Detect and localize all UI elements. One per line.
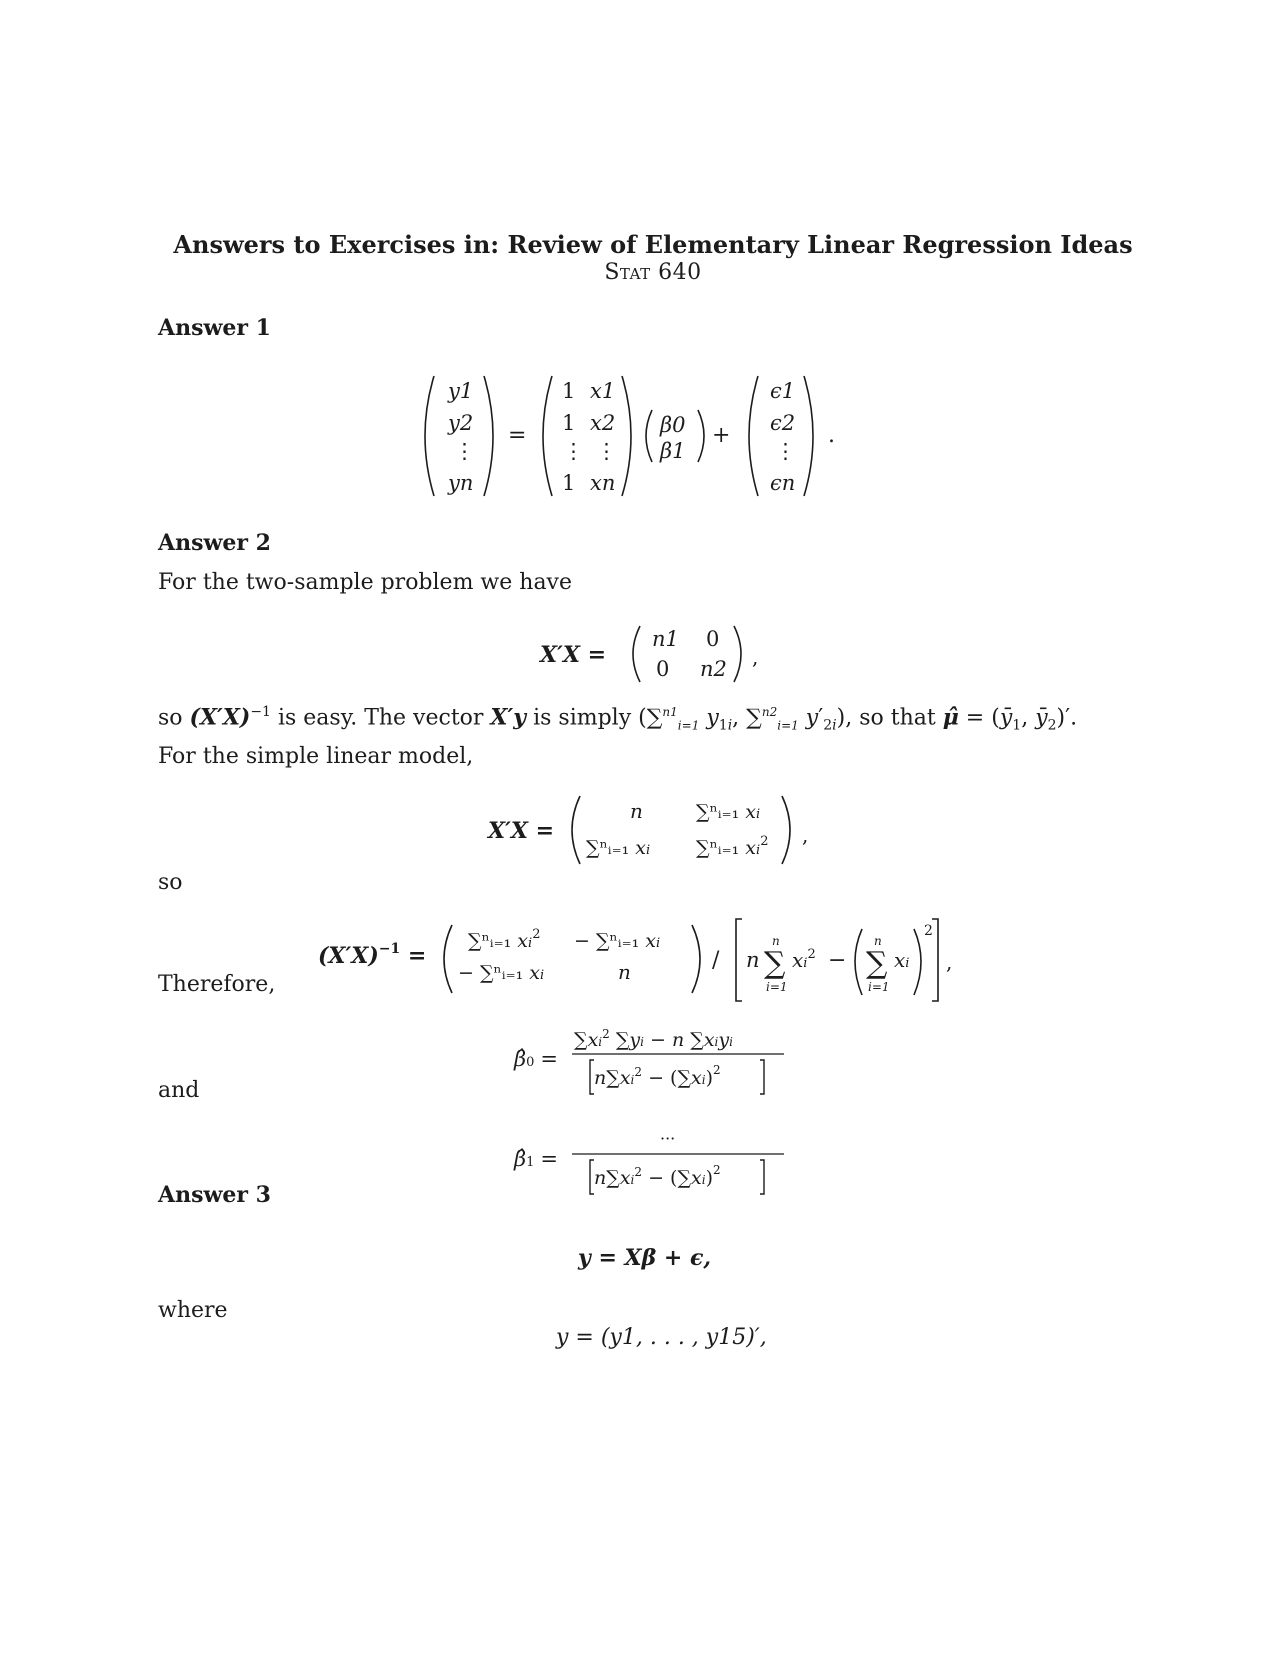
det-minus: −	[828, 948, 847, 973]
and-line: and	[158, 1078, 200, 1103]
xtx-label-2: X′X =	[488, 818, 555, 844]
eps-n: ϵn	[770, 471, 796, 495]
eps-1: ϵ1	[770, 379, 796, 403]
course-number: 640	[658, 260, 702, 285]
det-sum-2-upper: n	[874, 934, 882, 948]
x-2: x2	[590, 411, 616, 435]
xtx-inverse	[318, 915, 998, 1005]
det-sum-2: ∑	[866, 946, 888, 981]
beta-0: β0	[660, 413, 686, 437]
inv-sum-xi2: ∑ⁿᵢ₌₁ $xi^2$	[468, 927, 541, 952]
det-n: n	[746, 948, 760, 972]
where-line: where	[158, 1298, 228, 1323]
period: .	[828, 423, 835, 448]
n1: n1	[652, 627, 679, 651]
answer-3-heading: Answer 3	[158, 1182, 271, 1208]
course-prefix: Stat	[604, 260, 651, 285]
y-n: yn	[448, 471, 474, 495]
so-line: so	[158, 870, 183, 895]
x-col1-1: 1	[562, 379, 576, 403]
comma-3: ,	[946, 950, 953, 974]
easy-tail-text: , so that	[845, 705, 936, 731]
inv-neg-sum-xi-12: − ∑ⁿᵢ₌₁ xi	[574, 930, 661, 952]
det-sum-2-lower: i=1	[868, 980, 890, 994]
xtx-n: n	[630, 799, 643, 823]
beta1-denominator: $n\sum xi^2 - (\sum xi)^2$	[594, 1163, 721, 1189]
answer-1-heading: Answer 1	[158, 315, 271, 341]
two-sample-intro: For the two-sample problem we have	[158, 570, 573, 595]
beta1-hat-label: β̂1 =	[514, 1147, 559, 1171]
course-subtitle	[0, 260, 1280, 285]
so-word: so	[158, 705, 183, 731]
y-vdots: ⋮	[454, 439, 475, 463]
document-title: Answers to Exercises in: Review of Elementary Linear Regression Ideas	[173, 230, 1133, 259]
det-square: 2	[924, 923, 933, 939]
answer-1-matrix-equation	[420, 370, 860, 510]
beta0-numerator: $\sum xi^2$ ∑yi − n ∑xiyi	[574, 1027, 733, 1051]
xtx-sum-xi2: ∑ⁿᵢ₌₁ $xi^2$	[696, 834, 769, 859]
easy-mid-text: is easy. The vector	[277, 705, 484, 731]
x-col1-vdots: ⋮	[563, 439, 584, 463]
equals-sign: =	[508, 423, 527, 448]
comma-2: ,	[802, 823, 809, 847]
answer-2-heading: Answer 2	[158, 530, 271, 556]
slash: /	[712, 948, 720, 973]
easy-inverse-sentence: so $(X'X)^{-1}$ is easy. The vector X′y is simply (∑$^{n1}_{i=1}$ $y_{1i}$, ∑$^{n2}_{i=1}$ $y'_{2i}$), so that μ̂ = ($ȳ_1$, $ȳ_2)'$.	[158, 704, 1078, 734]
beta0-denominator: $n\sum xi^2 - (\sum xi)^2$	[594, 1063, 721, 1089]
easy-mid2-text: is simply	[533, 705, 632, 731]
beta1-numerator: ···	[660, 1129, 676, 1148]
zero-bottom: 0	[656, 657, 670, 681]
det-sum-1-upper: n	[772, 934, 780, 948]
beta1-hat-formula	[512, 1120, 812, 1200]
y-1: y1	[448, 379, 474, 403]
det-xi: xi	[894, 948, 910, 972]
xtx-simple-linear	[488, 790, 828, 870]
x-n: xn	[590, 471, 616, 495]
beta-1: β1	[660, 439, 686, 463]
y-2: y2	[448, 411, 474, 435]
xtx-sum-xi-12: ∑ⁿᵢ₌₁ xi	[696, 801, 761, 823]
answer-3-y-definition: y = (y1, . . . , y15)′,	[556, 1325, 767, 1350]
x-col1-2: 1	[562, 411, 576, 435]
therefore-line: Therefore,	[158, 972, 276, 997]
plus-sign: +	[712, 423, 731, 448]
zero-top: 0	[706, 627, 720, 651]
inverse-label: $(X'X)^{-1}$ =	[318, 941, 427, 969]
beta0-hat-formula	[512, 1020, 812, 1100]
inv-n: n	[618, 960, 631, 984]
x-vdots: ⋮	[596, 439, 617, 463]
simple-linear-intro: For the simple linear model,	[158, 744, 474, 769]
answer-3-model: y = Xβ + ϵ,	[578, 1245, 712, 1271]
eps-2: ϵ2	[770, 411, 796, 435]
x-1: x1	[590, 379, 616, 403]
comma: ,	[752, 645, 759, 669]
x-col1-n: 1	[562, 471, 576, 495]
xtx-sum-xi-21: ∑ⁿᵢ₌₁ xi	[586, 837, 651, 859]
det-sum-1-lower: i=1	[766, 980, 788, 994]
xtx-label: X′X =	[540, 642, 607, 668]
beta0-hat-label: β̂0 =	[514, 1047, 559, 1071]
det-xi2: $xi^2$	[792, 947, 816, 972]
inv-neg-sum-xi-21: − ∑ⁿᵢ₌₁ xi	[458, 962, 545, 984]
eps-vdots: ⋮	[775, 439, 796, 463]
xtx-two-sample	[540, 620, 800, 690]
det-sum-1: ∑	[764, 946, 786, 981]
n2: n2	[700, 657, 727, 681]
